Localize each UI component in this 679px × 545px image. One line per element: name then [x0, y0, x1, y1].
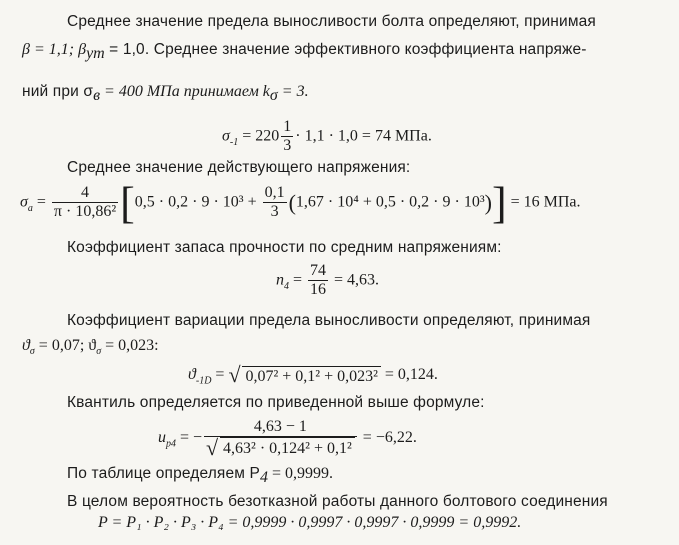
value: = 0,07; ϑ [34, 337, 97, 354]
denominator: 3 [270, 203, 279, 221]
fraction [204, 418, 357, 459]
operator: = [289, 271, 307, 289]
value: = 0,9999. [268, 465, 334, 482]
subscript: -1 [229, 136, 239, 148]
radical-sign: √ [228, 362, 241, 387]
text: Среднее значение предела выносливости болта определяют, принимая [67, 13, 596, 30]
symbol: n [276, 271, 284, 289]
formula-theta-1d [188, 362, 438, 387]
subscript: σ [96, 346, 102, 358]
operator: = [32, 193, 50, 211]
left-bracket: [ [120, 178, 135, 228]
subscript: уm [86, 45, 105, 63]
numerator: 74 [308, 262, 328, 281]
sigma-value: = 400 МПа принимаем k [100, 83, 270, 100]
formula-total-probability [98, 515, 521, 531]
operator: = − [176, 429, 203, 447]
formula-text: P = P₁ · P₂ · P₃ · P₄ = 0,9999 · 0,9997 · 0,9997 · 0,9999 = 0,9992. [98, 514, 522, 531]
value: = 4,63. [330, 271, 380, 289]
text: Коэффициент вариации предела выносливости определяют, принимая [67, 312, 591, 329]
paragraph-1-line-1 [67, 14, 596, 30]
subscript: p4 [166, 438, 176, 450]
value: · 1,1 · 1,0 = 74 МПа. [295, 127, 432, 145]
numerator: 4 [52, 184, 118, 203]
symbol: σ [20, 193, 28, 211]
term: 0,5 · 0,2 · 9 · 10³ + [134, 193, 261, 211]
paragraph-3 [67, 240, 502, 256]
symbol: σ [222, 127, 230, 145]
text: В целом вероятность безотказной работы данного болтового соединения [67, 493, 608, 510]
radicand: 4,63² · 0,124² + 0,1² [220, 437, 355, 458]
formula-n4 [276, 262, 379, 300]
subscript: 4 [284, 280, 289, 292]
formula-sigma-minus-1 [222, 118, 432, 156]
beta-values: β = 1,1; β [22, 41, 87, 58]
text: Коэффициент запаса прочности по средним напряжениям: [67, 239, 502, 256]
radicand: 0,07² + 0,1² + 0,023² [242, 366, 380, 385]
paragraph-1-line-2 [22, 41, 587, 63]
right-paren: ) [484, 189, 492, 215]
square-root [228, 362, 380, 387]
square-root [206, 435, 355, 461]
denominator: 16 [310, 281, 327, 299]
symbol: u [158, 429, 166, 447]
denominator [204, 435, 357, 461]
fraction [281, 118, 293, 156]
value: = 0,023: [101, 337, 159, 354]
subscript: a [27, 202, 33, 214]
operator: = [211, 366, 229, 384]
term: 1,67 · 10⁴ + 0,5 · 0,2 · 9 · 10³ [295, 193, 485, 211]
paragraph-4-line-1 [67, 313, 590, 329]
formula-sigma-a [20, 178, 581, 228]
paragraph-1-line-3 [22, 83, 309, 105]
formula-quantile [158, 418, 417, 459]
symbol: ϑ [188, 366, 196, 384]
fraction [263, 184, 287, 222]
paragraph-2 [67, 160, 410, 176]
numerator: 4,63 − 1 [204, 418, 357, 437]
fraction [52, 184, 118, 222]
left-paren: ( [288, 189, 296, 215]
paragraph-7 [67, 494, 608, 510]
k-value: = 3. [277, 83, 309, 100]
paragraph-5 [67, 395, 485, 411]
symbol: ϑ [22, 337, 30, 354]
right-bracket: ] [491, 178, 507, 228]
radical-sign: √ [206, 435, 219, 461]
value: = 220 [238, 127, 280, 145]
paragraph-4-line-2 [22, 337, 159, 358]
subscript: σ [29, 346, 35, 358]
value: = −6,22. [358, 429, 417, 447]
denominator: π · 10,86² [53, 203, 117, 221]
value: = 16 МПа. [506, 193, 581, 211]
subscript: -1D [195, 375, 212, 387]
numerator: 1 [281, 118, 293, 137]
text: ний при σ [22, 83, 94, 100]
subscript: σ [269, 87, 278, 105]
text: По таблице определяем P [67, 465, 260, 482]
fraction [308, 262, 328, 300]
subscript: в [93, 87, 101, 105]
numerator: 0,1 [263, 184, 287, 203]
denominator: 3 [283, 137, 292, 155]
paragraph-6 [67, 465, 334, 487]
text: Квантиль определяется по приведенной выше формуле: [67, 394, 485, 411]
text: Среднее значение действующего напряжения: [67, 159, 411, 176]
text: = 1,0. Среднее значение эффективного коэффициента напряже- [104, 41, 587, 58]
value: = 0,124. [380, 366, 438, 384]
subscript: 4 [260, 469, 268, 487]
